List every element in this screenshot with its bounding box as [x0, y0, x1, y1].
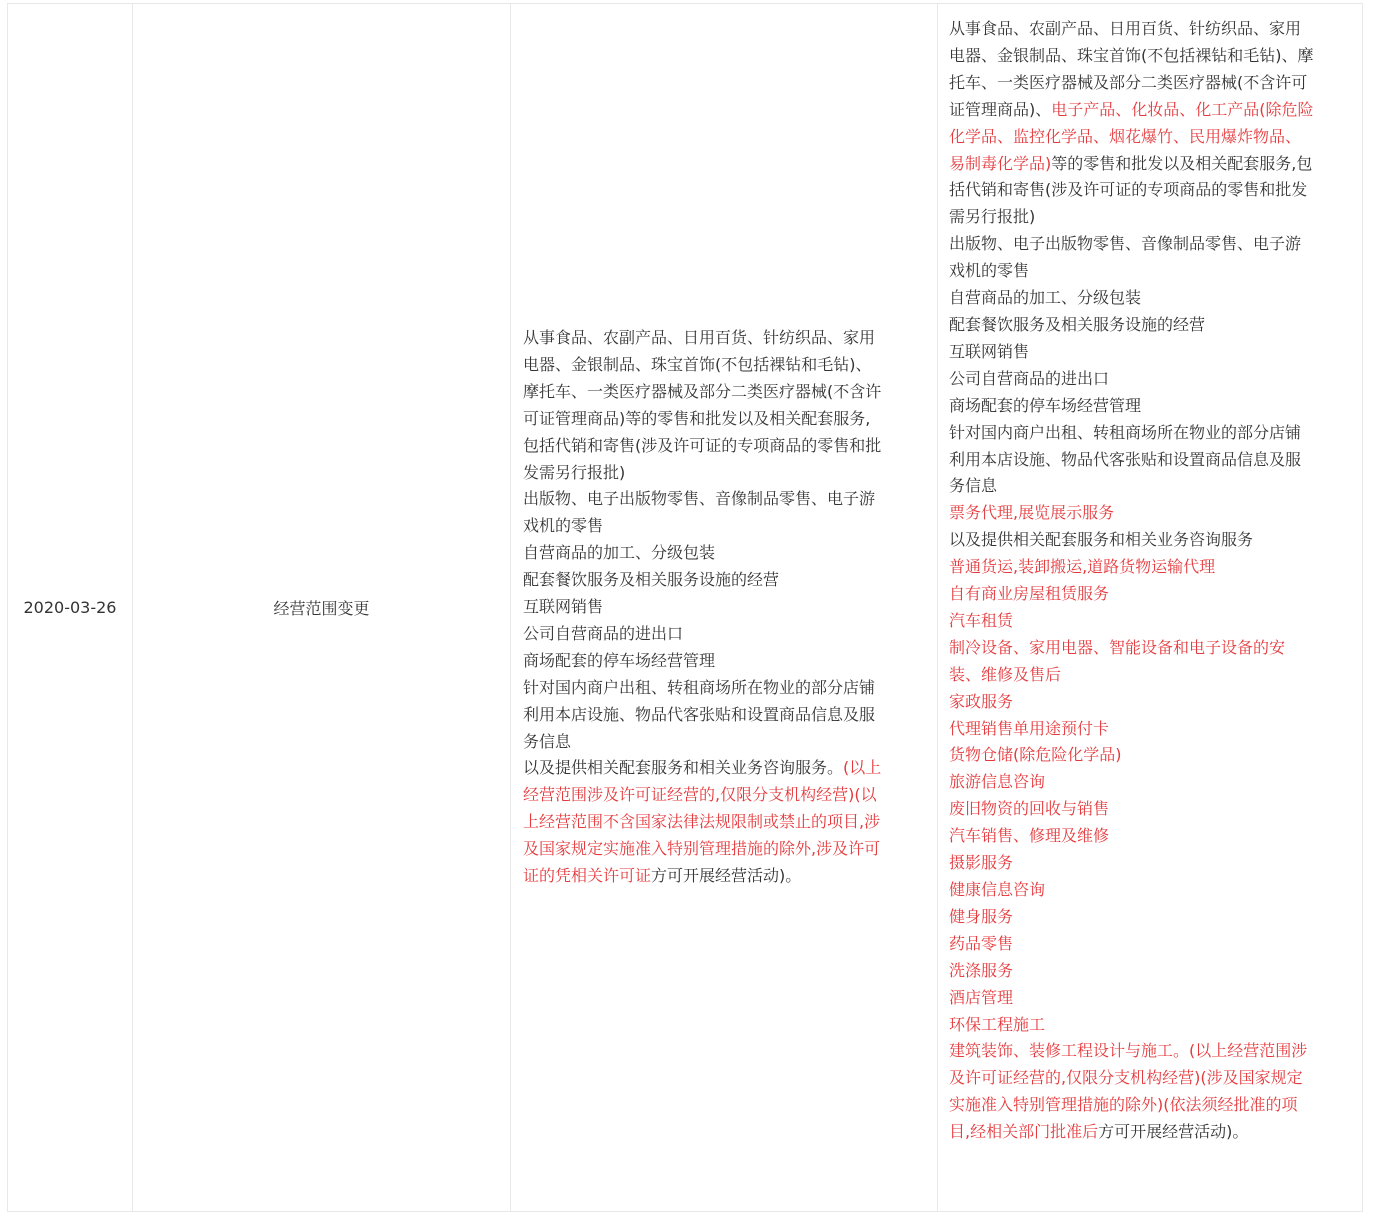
scope-item: [949, 823, 1315, 850]
scope-text: 以及提供相关配套服务和相关业务咨询服务: [949, 530, 1254, 550]
scope-text: 商场配套的停车场经营管理: [523, 650, 716, 670]
scope-text-changed: (以上经营范围涉及许可证经营的,仅限分支机构经营)(以上经营范围不含国家法律法规限制或禁止的项目,涉及国家规定实施准入特别管理措施的除外,涉及许可证的凭相关许可证: [523, 758, 882, 886]
scope-text: 针对国内商户出租、转租商场所在物业的部分店铺: [523, 677, 876, 697]
scope-text: 方可开展经营活动)。: [651, 866, 802, 886]
scope-text-changed: 健康信息咨询: [949, 880, 1046, 899]
scope-item: [523, 594, 883, 621]
scope-item: [949, 285, 1315, 312]
scope-text: 等的零售和批发以及相关配套服务,包括代销和寄售(涉及许可证的专项商品的零售和批发需另行报批): [949, 153, 1313, 227]
scope-text: 公司自营商品的进出口: [523, 623, 684, 643]
scope-item: [949, 877, 1315, 904]
scope-text: 公司自营商品的进出口: [949, 368, 1110, 388]
scope-item: [523, 702, 883, 756]
scope-item: [523, 567, 883, 594]
change-type-cell: [133, 4, 510, 1211]
scope-item: [949, 769, 1315, 796]
scope-text: 互联网销售: [523, 597, 604, 617]
scope-text-changed: 洗涤服务: [949, 960, 1014, 980]
scope-text: 配套餐饮服务及相关服务设施的经营: [949, 314, 1206, 334]
scope-item: [949, 393, 1315, 420]
scope-text-changed: 货物仓储(除危险化学品): [949, 745, 1122, 765]
scope-item: [949, 312, 1315, 339]
scope-text: 方可开展经营活动)。: [1098, 1122, 1249, 1142]
scope-item: [949, 231, 1315, 285]
scope-text: 从事食品、农副产品、日用百货、针纺织品、家用电器、金银制品、珠宝首饰(不包括裸钻和毛钻)、摩托车、一类医疗器械及部分二类医疗器械(不含许可证管理商品)、: [949, 19, 1314, 119]
content-before: [523, 325, 883, 890]
scope-item: [949, 635, 1315, 689]
scope-item: [949, 985, 1315, 1012]
scope-text: 从事食品、农副产品、日用百货、针纺织品、家用电器、金银制品、珠宝首饰(不包括裸钻和毛钻)、摩托车、一类医疗器械及部分二类医疗器械(不含许可证管理商品)等的零售和批发以及相关配套服务,包括代销和寄售(涉及许可证的专项商品的零售和批发需另行报批): [523, 327, 882, 482]
scope-item: [949, 527, 1315, 554]
scope-item: [949, 716, 1315, 743]
scope-item: [949, 1012, 1315, 1039]
scope-item: [949, 742, 1315, 769]
scope-item: [949, 1038, 1315, 1146]
column-divider: [510, 4, 511, 1211]
scope-item: [523, 648, 883, 675]
change-date-cell: [8, 4, 132, 1211]
scope-item: [949, 931, 1315, 958]
column-divider: [937, 4, 938, 1211]
scope-text-changed: 建筑装饰、装修工程设计与施工。(以上经营范围涉及许可证经营的,仅限分支机构经营)(涉及国家规定实施准入特别管理措施的除外)(依法须经批准的项目,经相关部门批准后: [949, 1041, 1308, 1142]
scope-text: 自营商品的加工、分级包装: [949, 288, 1142, 308]
scope-item: [949, 904, 1315, 931]
scope-text: 配套餐饮服务及相关服务设施的经营: [523, 570, 780, 590]
scope-text-changed: 汽车租赁: [949, 610, 1014, 630]
scope-text: 针对国内商户出租、转租商场所在物业的部分店铺: [949, 422, 1302, 442]
scope-item: [949, 16, 1315, 231]
scope-text-changed: 代理销售单用途预付卡: [949, 718, 1110, 738]
scope-text: 互联网销售: [949, 341, 1030, 361]
scope-item: [949, 500, 1315, 527]
scope-text-changed: 自有商业房屋租赁服务: [949, 584, 1110, 604]
scope-item: [949, 366, 1315, 393]
scope-item: [523, 755, 883, 890]
scope-item: [523, 486, 883, 540]
scope-item: [949, 958, 1315, 985]
content-after-cell: [949, 16, 1315, 1146]
scope-text-changed: 环保工程施工: [949, 1014, 1046, 1034]
scope-text-changed: 药品零售: [949, 933, 1014, 953]
scope-item: [949, 850, 1315, 877]
scope-text-changed: 摄影服务: [949, 853, 1014, 873]
scope-text-changed: 电子产品、化妆品、化工产品(除危险化学品、监控化学品、烟花爆竹、民用爆炸物品、易制毒化学品): [949, 99, 1314, 173]
scope-text-changed: 票务代理,展览展示服务: [949, 503, 1115, 523]
scope-text: 自营商品的加工、分级包装: [523, 543, 716, 563]
scope-text-changed: 汽车销售、修理及维修: [949, 826, 1110, 846]
scope-item: [949, 447, 1315, 501]
scope-item: [523, 540, 883, 567]
scope-item: [523, 325, 883, 486]
scope-text: 利用本店设施、物品代客张贴和设置商品信息及服务信息: [949, 449, 1302, 496]
change-date: 2020-03-26: [23, 598, 117, 617]
scope-text-changed: 普通货运,装卸搬运,道路货物运输代理: [949, 557, 1216, 577]
scope-item: [523, 675, 883, 702]
scope-item: [949, 608, 1315, 635]
scope-item: [949, 796, 1315, 823]
scope-item: [523, 621, 883, 648]
scope-item: [949, 581, 1315, 608]
scope-text-changed: 酒店管理: [949, 987, 1014, 1007]
scope-text: 出版物、电子出版物零售、音像制品零售、电子游戏机的零售: [949, 234, 1302, 281]
scope-text: 以及提供相关配套服务和相关业务咨询服务。: [523, 758, 844, 778]
scope-item: [949, 689, 1315, 716]
scope-text: 出版物、电子出版物零售、音像制品零售、电子游戏机的零售: [523, 489, 876, 536]
scope-text-changed: 家政服务: [949, 691, 1014, 711]
scope-text-changed: 旅游信息咨询: [949, 772, 1046, 792]
scope-item: [949, 420, 1315, 447]
scope-text-changed: 健身服务: [949, 906, 1014, 926]
scope-text: 利用本店设施、物品代客张贴和设置商品信息及服务信息: [523, 704, 876, 751]
content-before-cell: [523, 4, 883, 1211]
scope-item: [949, 554, 1315, 581]
scope-text-changed: 制冷设备、家用电器、智能设备和电子设备的安装、维修及售后: [949, 637, 1286, 684]
content-after: [949, 16, 1315, 1146]
scope-item: [949, 339, 1315, 366]
scope-text-changed: 废旧物资的回收与销售: [949, 799, 1110, 819]
change-record-table: [7, 3, 1363, 1212]
change-type: 经营范围变更: [273, 599, 370, 618]
scope-text: 商场配套的停车场经营管理: [949, 395, 1142, 415]
